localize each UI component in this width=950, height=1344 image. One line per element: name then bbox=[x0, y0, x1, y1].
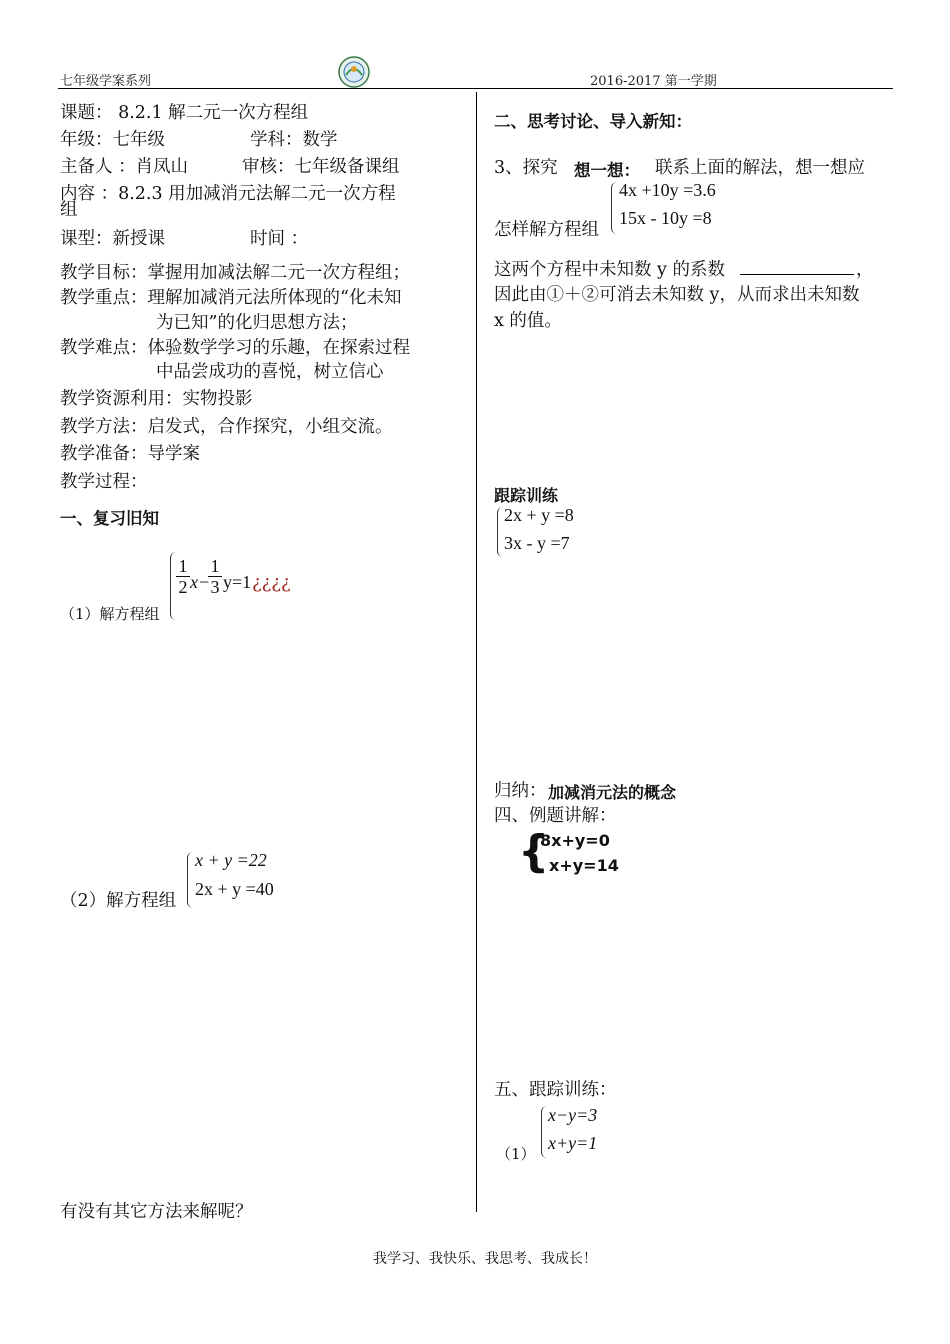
example-eq2: x+y=14 bbox=[549, 856, 619, 875]
think-label: 想一想： bbox=[574, 161, 640, 180]
practice-eq1: 2x + y =8 bbox=[504, 505, 574, 525]
preparer: 主备人 ：肖凤山 bbox=[60, 157, 189, 177]
q1-minus: − bbox=[199, 572, 210, 592]
explore-eq1: 4x +10y =3.6 bbox=[619, 180, 716, 200]
coefficient-question: 这两个方程中未知数 y 的系数 bbox=[494, 260, 726, 280]
q2-eq1: x + y =22 bbox=[195, 850, 267, 870]
practice-1-eq2: x+y=1 bbox=[548, 1133, 598, 1153]
explore-label: 3、探究 bbox=[494, 158, 558, 178]
q1-frac1: 1 2 bbox=[176, 556, 190, 597]
content-line-cont: 组 bbox=[60, 200, 78, 220]
other-methods-question: 有没有其它方法来解呢？ bbox=[60, 1202, 253, 1222]
header-right: 2016-2017 第一学期 bbox=[590, 74, 717, 89]
lesson-title: 课题： 8.2.1 解二元一次方程组 bbox=[60, 103, 309, 123]
header-left: 七年级学案系列 bbox=[60, 74, 152, 89]
difficulty: 教学难点：体验数学学习的乐趣，在探索过程 bbox=[60, 338, 410, 358]
content-line: 内容 ：8.2.3 用加减消元法解二元一次方程 bbox=[60, 184, 396, 204]
explore-eq2: 15x - 10y =8 bbox=[619, 208, 712, 228]
q1-rest: y=1 bbox=[223, 572, 252, 592]
explore-text: 联系上面的解法，想一想应 bbox=[655, 158, 865, 178]
explore-brace bbox=[611, 182, 618, 234]
school-logo bbox=[337, 55, 371, 89]
q1-garbled-text: ¿¿¿¿ bbox=[252, 572, 291, 593]
q1-frac2: 1 3 bbox=[208, 556, 222, 597]
practice-1-label: （1） bbox=[496, 1145, 536, 1163]
subject: 学科：数学 bbox=[250, 130, 338, 150]
grade: 年级：七年级 bbox=[60, 130, 165, 150]
objective: 教学目标：掌握用加减法解二元一次方程组； bbox=[60, 263, 410, 283]
example-brace: { bbox=[518, 826, 550, 877]
section-practice: 五、跟踪训练： bbox=[494, 1080, 617, 1100]
section-discussion: 二、思考讨论、导入新知： bbox=[494, 112, 692, 131]
practice-brace bbox=[497, 507, 504, 557]
time-label: 时间 ： bbox=[250, 229, 309, 249]
practice-title: 跟踪训练 bbox=[494, 486, 559, 505]
methods: 教学方法：启发式，合作探究，小组交流。 bbox=[60, 417, 393, 437]
practice-eq2: 3x - y =7 bbox=[504, 533, 570, 553]
q2-label: （2）解方程组 bbox=[60, 891, 177, 911]
resources: 教学资源利用：实物投影 bbox=[60, 389, 253, 409]
preparation: 教学准备：导学案 bbox=[60, 444, 200, 464]
lesson-type: 课型：新授课 bbox=[60, 229, 165, 249]
header-rule bbox=[58, 88, 893, 89]
q1-x: x bbox=[190, 572, 198, 592]
q1-label: （1）解方程组 bbox=[60, 605, 160, 623]
q2-eq2: 2x + y =40 bbox=[195, 879, 274, 899]
footer-motto: 我学习、我快乐、我思考、我成长！ bbox=[373, 1251, 597, 1267]
process-label: 教学过程： bbox=[60, 472, 148, 492]
difficulty-cont: 中品尝成功的喜悦，树立信心 bbox=[156, 362, 384, 382]
summary-label: 归纳： bbox=[494, 781, 547, 801]
section-review: 一、复习旧知 bbox=[60, 509, 159, 528]
elimination-text-2: x 的值。 bbox=[494, 311, 562, 331]
answer-blank[interactable] bbox=[740, 274, 854, 275]
practice-1-brace bbox=[541, 1106, 548, 1158]
key-point-cont: 为已知”的化归思想方法； bbox=[156, 313, 358, 333]
section-examples: 四、例题讲解： bbox=[494, 806, 617, 826]
elimination-text: 因此由①＋②可消去未知数 y，从而求出未知数 bbox=[494, 285, 860, 305]
practice-1-eq1: x−y=3 bbox=[548, 1105, 598, 1125]
column-divider bbox=[476, 92, 477, 1212]
reviewer: 审核：七年级备课组 bbox=[242, 157, 400, 177]
q2-brace bbox=[187, 852, 194, 908]
example-eq1: 8x+y=0 bbox=[540, 831, 610, 850]
summary-topic: 加减消元法的概念 bbox=[548, 783, 677, 802]
comma: ， bbox=[856, 260, 874, 280]
explore-text-2: 怎样解方程组 bbox=[494, 220, 599, 240]
key-point: 教学重点：理解加减消元法所体现的“化未知 bbox=[60, 288, 402, 308]
